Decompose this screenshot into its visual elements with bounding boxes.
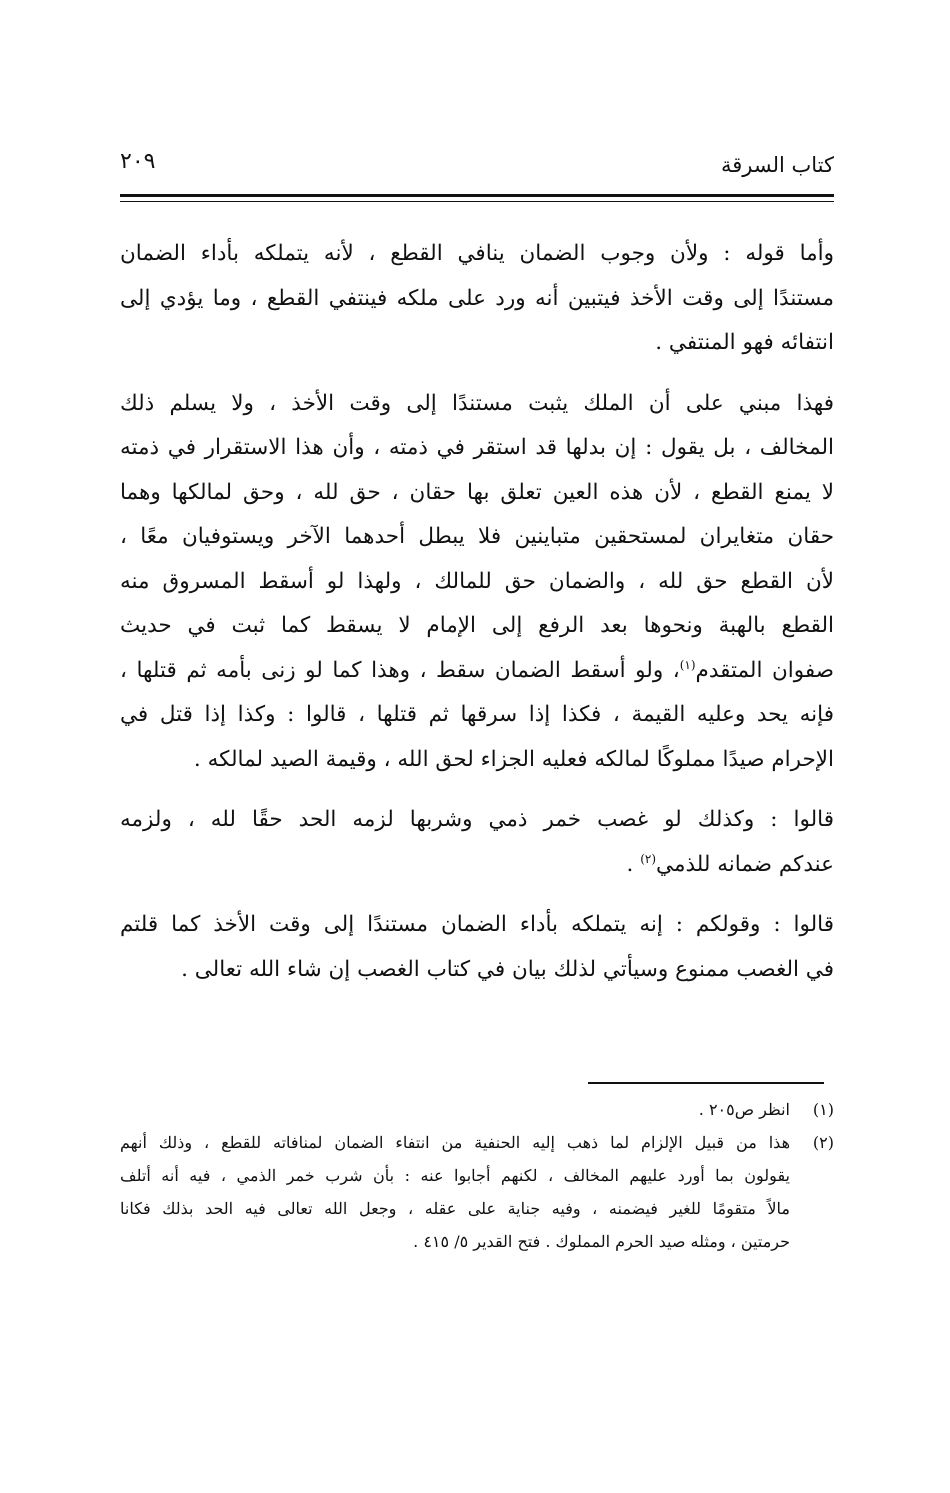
text-line: لا يمنع القطع ، لأن هذه العين تعلق بها حقان ، حق لله ، وحق لمالكها وهما: [120, 479, 834, 505]
footnote-ref-2[interactable]: (٢): [640, 851, 657, 866]
footnote-text: [120, 1093, 790, 1126]
text-line: القطع بالهبة ونحوها بعد الرفع إلى الإمام لا يسقط كما ثبت في حديث: [120, 613, 834, 638]
footnote-marker: (١): [812, 1100, 834, 1119]
page-header: [120, 145, 834, 185]
footnote-2: [120, 1126, 834, 1258]
footnote-ref-1[interactable]: (١): [679, 657, 696, 672]
footnote-marker: (٢): [812, 1133, 834, 1152]
body-text: [120, 232, 834, 1008]
paragraph-3: [120, 798, 834, 887]
header-rule-thick: [120, 194, 834, 197]
text-line: مستندًا إلى وقت الأخذ فيتبين أنه ورد على ملكه فينتفي القطع ، وما يؤدي إلى: [120, 285, 834, 311]
footnote-1: [120, 1093, 834, 1126]
text-segment: عندكم ضمانه للذمي: [656, 851, 834, 877]
text-line: لأن القطع حق لله ، والضمان حق للمالك ، ولهذا لو أسقط المسروق منه: [120, 568, 834, 594]
text-segment: ، ولو أسقط الضمان سقط ، وهذا كما لو زنى بأمه ثم قتلها ،: [120, 657, 680, 683]
text-line: في الغصب ممنوع وسيأتي لذلك بيان في كتاب الغصب إن شاء الله تعالى .: [181, 956, 834, 982]
text-line: قالوا : وقولكم : إنه يتملكه بأداء الضمان مستندًا إلى وقت الأخذ كما قلتم: [120, 912, 834, 937]
text-line: يقولون بما أورد عليهم المخالف ، لكنهم أجابوا عنه : بأن شرب خمر الذمي ، فيه أنه أتلف: [120, 1166, 790, 1185]
footnote-text: [120, 1126, 790, 1258]
paragraph-1: [120, 232, 834, 366]
footnote-separator: [588, 1082, 824, 1084]
text-line: الإحرام صيدًا مملوكًا لمالكه فعليه الجزاء لحق الله ، وقيمة الصيد لمالكه .: [193, 746, 834, 772]
text-line: وأما قوله : ولأن وجوب الضمان ينافي القطع ، لأنه يتملكه بأداء الضمان: [120, 241, 834, 266]
text-line-with-footnote: [120, 843, 834, 888]
text-line: فهذا مبني على أن الملك يثبت مستندًا إلى وقت الأخذ ، ولا يسلم ذلك: [120, 390, 834, 416]
text-line: هذا من قبيل الإلزام لما ذهب إليه الحنفية من انتفاء الضمان لمنافاته للقطع ، وذلك أنهم: [120, 1133, 791, 1152]
text-line: فإنه يحد وعليه القيمة ، فكذا إذا سرقها ثم قتلها ، قالوا : وكذا إذا قتل في: [120, 702, 834, 727]
paragraph-4: [120, 903, 834, 992]
page-number: ٢٠٩: [120, 149, 156, 174]
header-rule-thin: [120, 201, 834, 202]
text-line: حقان متغايران لمستحقين متباينين فلا يبطل أحدهما الآخر ويستوفيان معًا ،: [120, 524, 834, 549]
text-line: حرمتين ، ومثله صيد الحرم المملوك . فتح القدير ٥/ ٤١٥ .: [413, 1232, 790, 1251]
text-line: المخالف ، بل يقول : إن بدلها قد استقر في ذمته ، وأن هذا الاستقرار في ذمته: [120, 435, 834, 460]
paragraph-2: [120, 382, 834, 783]
text-line: مالاً متقومًا للغير فيضمنه ، وفيه جناية على عقله ، وجعل الله تعالى فيه الحد بذلك فكانا: [120, 1199, 790, 1218]
running-title: كتاب السرقة: [720, 153, 834, 177]
text-segment: صفوان المتقدم: [695, 657, 834, 683]
text-line-with-footnote: [120, 649, 834, 694]
text-segment: .: [626, 851, 641, 877]
text-line: انظر ص٢٠٥ .: [698, 1100, 790, 1119]
text-line: قالوا : وكذلك لو غصب خمر ذمي وشربها لزمه الحد حقًا لله ، ولزمه: [120, 807, 834, 832]
text-line: انتفائه فهو المنتفي .: [655, 330, 834, 355]
footnotes: [120, 1093, 834, 1258]
